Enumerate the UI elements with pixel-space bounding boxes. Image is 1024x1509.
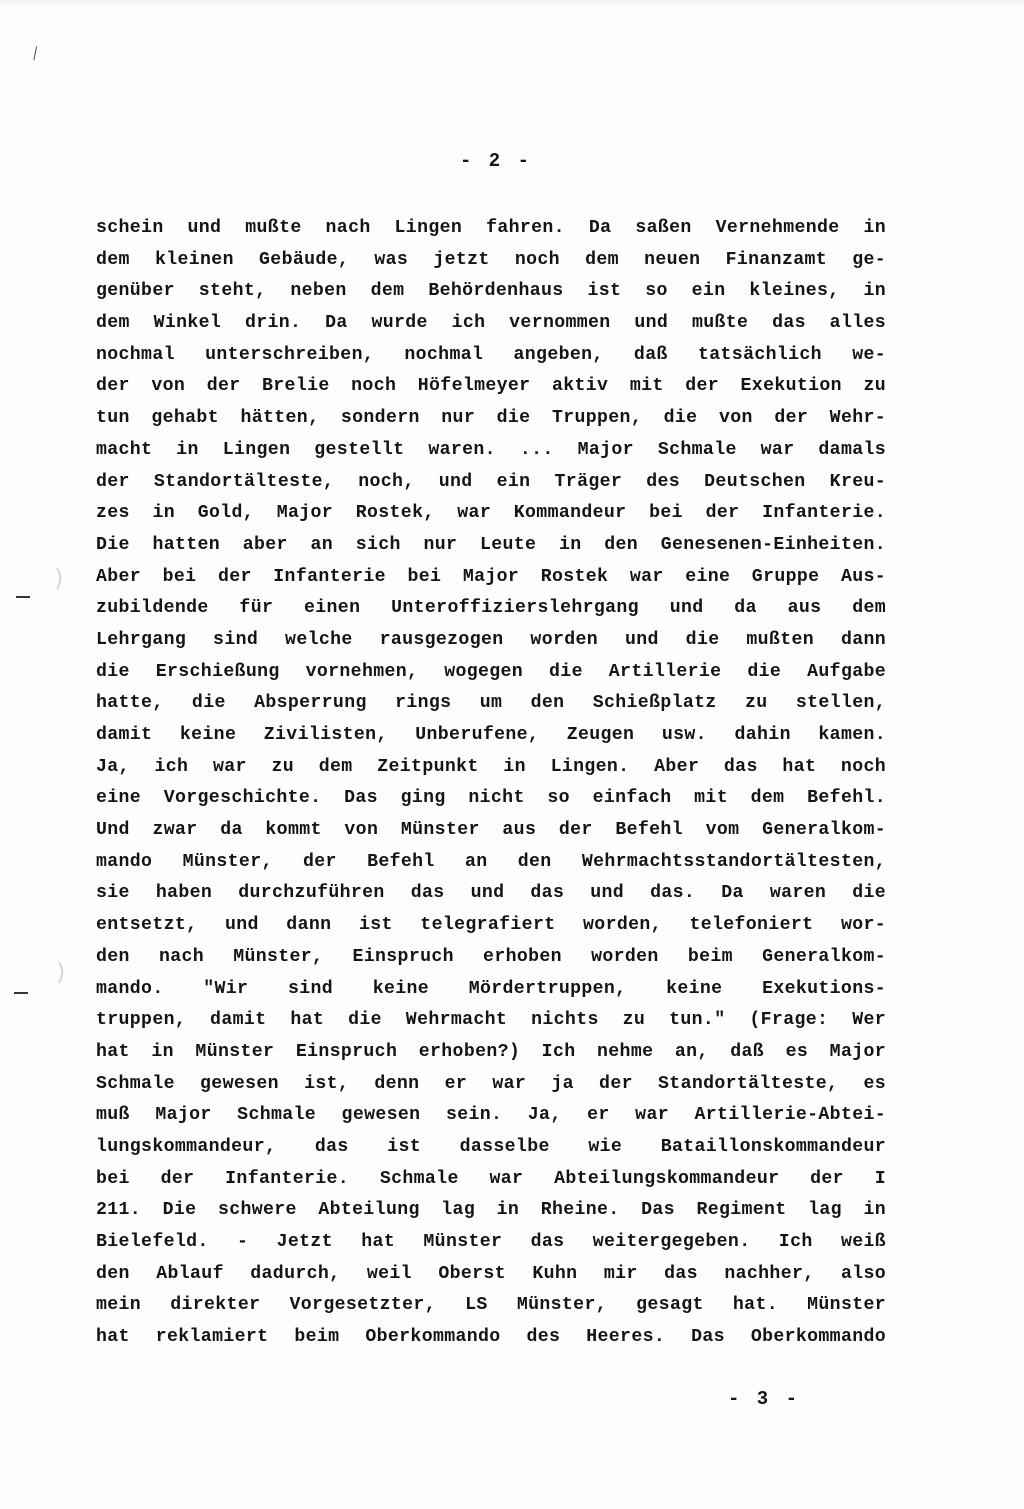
- corner-pencil-mark: ⁄: [30, 44, 40, 63]
- text-line: muß Major Schmale gewesen sein. Ja, er war Artillerie-Abtei-: [96, 1105, 886, 1126]
- text-line: tun gehabt hätten, sondern nur die Truppen, die von der Wehr-: [96, 408, 886, 429]
- text-line: 211. Die schwere Abteilung lag in Rheine. Das Regiment lag in: [96, 1200, 886, 1221]
- punch-hole-shadow: ): [56, 958, 66, 986]
- text-line: entsetzt, und dann ist telegrafiert worden, telefoniert wor-: [96, 915, 886, 936]
- text-line: die Erschießung vornehmen, wogegen die Artillerie die Aufgabe: [96, 661, 886, 682]
- page-number: - 2 -: [460, 150, 533, 172]
- text-line: den nach Münster, Einspruch erhoben worden beim Generalkom-: [96, 946, 886, 967]
- text-line: bei der Infanterie. Schmale war Abteilungskommandeur der I: [96, 1168, 886, 1189]
- margin-hole-mark: [14, 992, 28, 994]
- text-line: Lehrgang sind welche rausgezogen worden und die mußten dann: [96, 629, 886, 650]
- text-line: den Ablauf dadurch, weil Oberst Kuhn mir das nachher, also: [96, 1263, 886, 1284]
- text-line: nochmal unterschreiben, nochmal angeben, daß tatsächlich we-: [96, 344, 886, 365]
- text-line: der Standortälteste, noch, und ein Träger des Deutschen Kreu-: [96, 471, 886, 492]
- text-line: truppen, damit hat die Wehrmacht nichts zu tun." (Frage: Wer: [96, 1010, 886, 1031]
- text-line: dem kleinen Gebäude, was jetzt noch dem neuen Finanzamt ge-: [96, 249, 886, 270]
- text-line: Und zwar da kommt von Münster aus der Befehl vom Generalkom-: [96, 820, 886, 841]
- text-line: hatte, die Absperrung rings um den Schießplatz zu stellen,: [96, 693, 886, 714]
- text-line: Die hatten aber an sich nur Leute in den Genesenen-Einheiten.: [96, 534, 886, 555]
- text-line: Bielefeld. - Jetzt hat Münster das weitergegeben. Ich weiß: [96, 1232, 886, 1252]
- margin-hole-mark: [16, 596, 30, 598]
- punch-hole-shadow: ): [54, 564, 64, 592]
- text-line: hat reklamiert beim Oberkommando des Heeres. Das Oberkommando: [96, 1327, 886, 1348]
- text-line: genüber steht, neben dem Behördenhaus ist so ein kleines, in: [96, 281, 886, 302]
- transcript-body: [96, 213, 886, 1354]
- text-line: zubildende für einen Unteroffizierslehrgang und da aus dem: [96, 598, 886, 619]
- text-line: der von der Brelie noch Höfelmeyer aktiv mit der Exekution zu: [96, 376, 886, 397]
- text-line: eine Vorgeschichte. Das ging nicht so einfach mit dem Befehl.: [96, 788, 886, 809]
- text-line: mando Münster, der Befehl an den Wehrmachtsstandortältesten,: [96, 851, 886, 872]
- text-line: mando. "Wir sind keine Mördertruppen, keine Exekutions-: [96, 978, 886, 999]
- text-line: dem Winkel drin. Da wurde ich vernommen und mußte das alles: [96, 313, 886, 334]
- next-page-catchword: - 3 -: [728, 1388, 801, 1410]
- text-line: Ja, ich war zu dem Zeitpunkt in Lingen. Aber das hat noch: [96, 756, 886, 777]
- text-line: hat in Münster Einspruch erhoben?) Ich nehme an, daß es Major: [96, 1041, 886, 1062]
- text-line: lungskommandeur, das ist dasselbe wie Bataillonskommandeur: [96, 1136, 886, 1157]
- scan-edge: [0, 0, 1024, 8]
- text-line: mein direkter Vorgesetzter, LS Münster, gesagt hat. Münster: [96, 1295, 886, 1316]
- text-line: damit keine Zivilisten, Unberufene, Zeugen usw. dahin kamen.: [96, 725, 886, 745]
- text-line: macht in Lingen gestellt waren. ... Major Schmale war damals: [96, 439, 886, 460]
- text-line: sie haben durchzuführen das und das und das. Da waren die: [96, 883, 886, 904]
- text-line: zes in Gold, Major Rostek, war Kommandeur bei der Infanterie.: [96, 503, 886, 524]
- text-line: schein und mußte nach Lingen fahren. Da saßen Vernehmende in: [96, 218, 886, 238]
- text-line: Aber bei der Infanterie bei Major Rostek war eine Gruppe Aus-: [96, 566, 886, 587]
- text-line: Schmale gewesen ist, denn er war ja der Standortälteste, es: [96, 1073, 886, 1094]
